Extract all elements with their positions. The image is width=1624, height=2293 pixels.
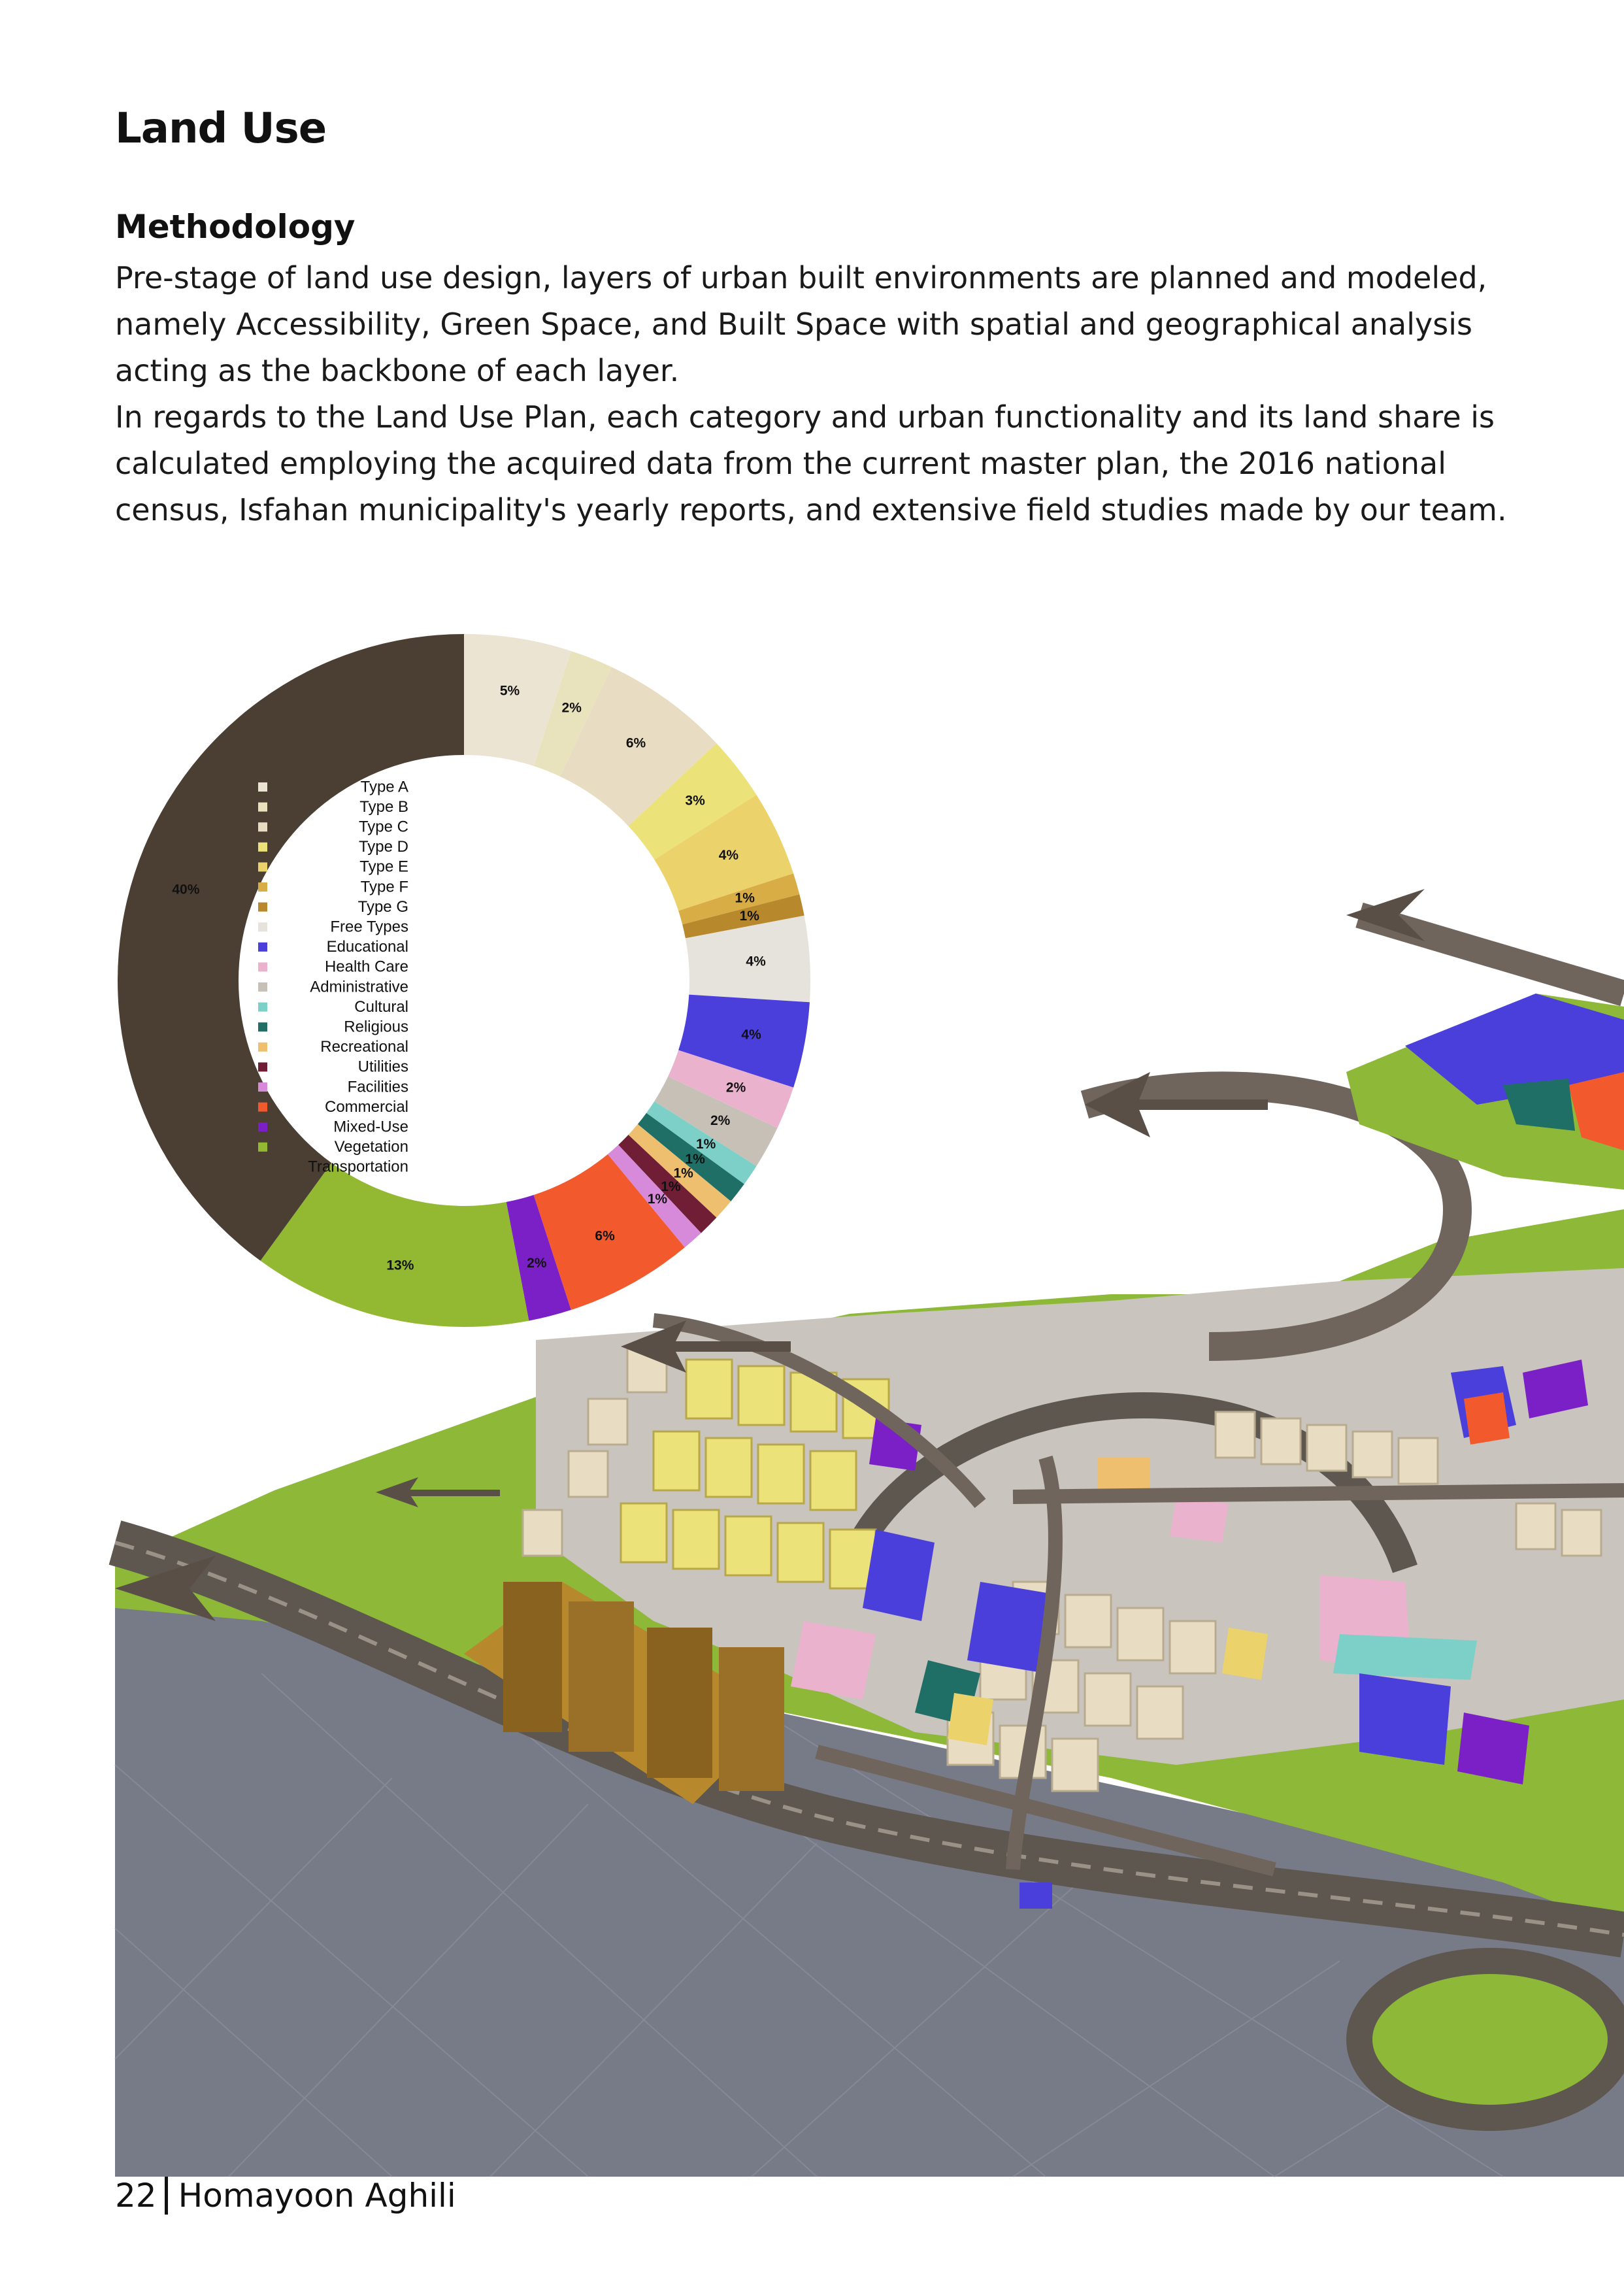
legend-swatch [258,803,267,812]
legend-label: Type B [359,797,408,816]
legend-label: Commercial [324,1097,408,1116]
donut-value-label: 1% [685,1151,705,1167]
legend-swatch [258,1062,267,1071]
donut-value-label: 1% [661,1179,681,1194]
donut-value-label: 1% [673,1165,693,1181]
legend-label: Facilities [347,1078,408,1096]
donut-value-label: 2% [725,1080,746,1096]
donut-value-label: 40% [172,882,200,897]
paragraph-2: In regards to the Land Use Plan, each category and urban functionality and its land share is calculated employing the acquired data from the current master plan, the 2016 national census, Isfahan municipality's yearly reports, and extensive field studies made by our team. [115,399,1507,527]
page-number: 22 [115,2177,157,2215]
legend-swatch [258,1022,267,1031]
donut-value-label: 13% [386,1258,414,1273]
legend-swatch [258,1143,267,1152]
legend-label: Mixed-Use [333,1118,408,1136]
legend-label: Type C [358,818,408,836]
donut-value-label: 1% [647,1192,668,1207]
page-footer [115,2177,456,2215]
legend-label: Educational [326,938,408,956]
legend-label: Health Care [324,958,408,976]
legend-swatch [258,782,267,792]
donut-value-label: 2% [710,1113,731,1129]
legend-label: Utilities [357,1058,408,1076]
legend-swatch [258,843,267,852]
legend-swatch [258,1003,267,1012]
legend-swatch [258,943,267,952]
legend-label: Vegetation [334,1138,408,1156]
paragraph-1: Pre-stage of land use design, layers of urban built environments are planned and modeled, namely Accessibility, Green Space, and Built Space with spatial and geographical analysis acting as the backbone of each layer. [115,260,1487,388]
donut-value-label: 1% [739,908,759,924]
legend-swatch [258,962,267,971]
legend-label: Cultural [354,997,408,1016]
footer-author: Homayoon Aghili [178,2177,456,2215]
legend-label: Type F [360,878,408,896]
page-title: Land Use [115,105,327,153]
legend-label: Type D [358,838,408,856]
donut-value-label: 6% [595,1228,615,1244]
donut-value-label: 5% [499,683,520,699]
legend-swatch [258,903,267,912]
legend-label: Recreational [320,1038,408,1056]
donut-slices [118,634,810,1327]
donut-value-label: 3% [685,793,705,809]
legend-swatch [258,982,267,992]
legend-swatch [258,1043,267,1052]
donut-value-label: 4% [741,1027,761,1043]
legend-swatch [258,882,267,892]
donut-value-label: 4% [746,954,766,969]
legend-swatch [258,1122,267,1131]
legend-label: Administrative [310,978,408,996]
legend-swatch [258,822,267,831]
donut-slice-transportation [118,634,464,1261]
legend-label: Free Types [330,918,408,936]
donut-value-label: 2% [561,700,582,716]
donut-value-label: 4% [718,848,739,863]
donut-value-label: 2% [527,1255,547,1271]
legend-swatch [258,1082,267,1092]
donut-value-label: 6% [625,735,646,751]
legend-swatch [258,922,267,931]
donut-value-label: 1% [735,890,755,906]
interchange-loop [1359,1961,1621,2118]
legend-label: Religious [344,1018,408,1036]
legend-label: Type A [360,778,408,796]
footer-divider [165,2177,168,2215]
donut-value-label: 1% [695,1137,716,1152]
legend-label: Type G [357,897,408,916]
section-heading: Methodology [115,208,356,246]
legend-swatch [258,1162,267,1171]
legend-label: Transportation [308,1158,408,1176]
legend-swatch [258,862,267,871]
land-use-donut-chart [105,624,823,1343]
legend-label: Type E [359,858,408,876]
legend-swatch [258,1103,267,1112]
